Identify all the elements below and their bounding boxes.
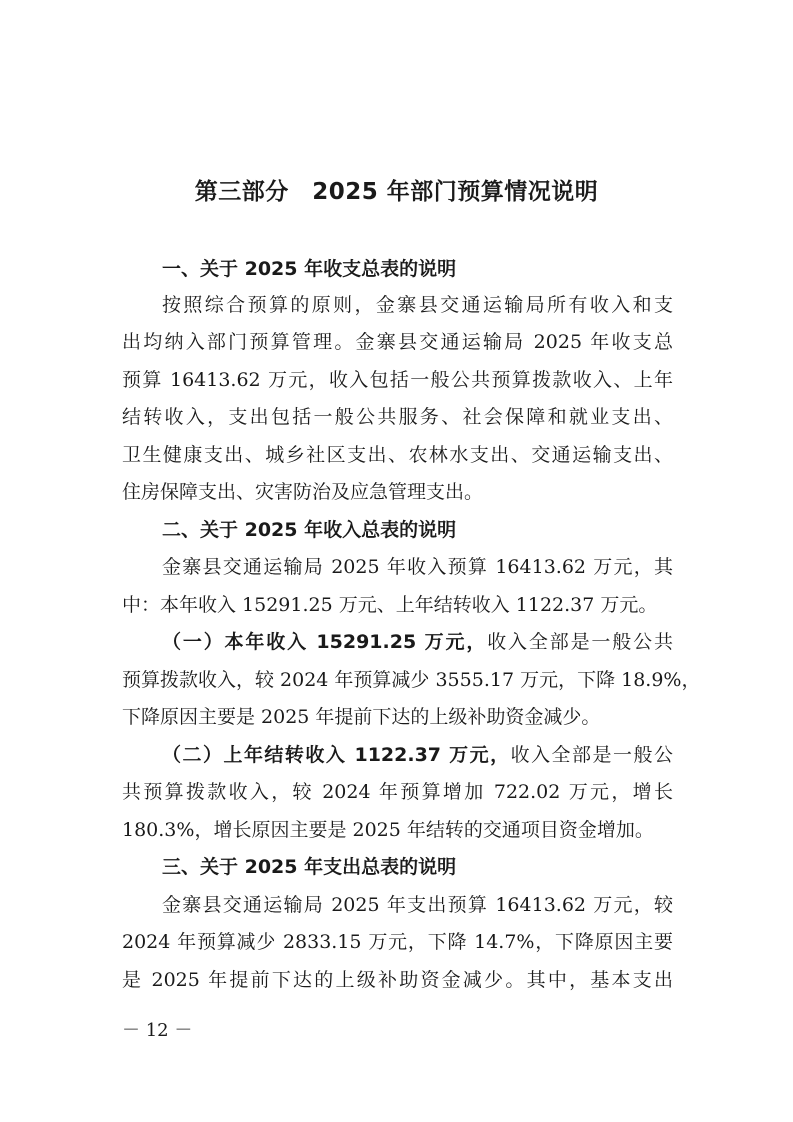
paragraph-line: 结转收入，支出包括一般公共服务、社会保障和就业支出、 <box>122 406 673 428</box>
item-first-line <box>162 623 673 661</box>
paragraph-line: 2024 年预算减少 2833.15 万元，下降 14.7%，下降原因主要 <box>122 931 673 953</box>
paragraph-line: 预算拨款收入，较 2024 年预算减少 3555.17 万元，下降 18.9%， <box>122 669 701 691</box>
paragraph-line: 预算 16413.62 万元，收入包括一般公共预算拨款收入、上年 <box>122 369 673 391</box>
paragraph-line: 按照综合预算的原则，金寨县交通运输局所有收入和支 <box>162 294 673 316</box>
page-title: 第三部分 2025 年部门预算情况说明 <box>194 179 599 205</box>
item-text: 收入全部是一般公共 <box>487 631 673 653</box>
paragraph-line: 金寨县交通运输局 2025 年收入预算 16413.62 万元，其 <box>162 556 673 578</box>
paragraph-line: 出均纳入部门预算管理。金寨县交通运输局 2025 年收支总 <box>122 331 673 353</box>
paragraph-line: 中：本年收入 15291.25 万元、上年结转收入 1122.37 万元。 <box>122 594 658 616</box>
item-lead: （二）上年结转收入 1122.37 万元， <box>162 744 511 766</box>
paragraph-line: 180.3%，增长原因主要是 2025 年结转的交通项目资金增加。 <box>122 819 654 841</box>
item-first-line <box>162 736 673 774</box>
section-heading: 一、关于 2025 年收支总表的说明 <box>162 258 457 280</box>
section-heading: 二、关于 2025 年收入总表的说明 <box>162 519 457 541</box>
paragraph-line: 是 2025 年提前下达的上级补助资金减少。其中，基本支出 <box>122 969 673 991</box>
section-heading: 三、关于 2025 年支出总表的说明 <box>162 856 457 878</box>
item-lead: （一）本年收入 15291.25 万元， <box>162 631 488 653</box>
paragraph-line: 卫生健康支出、城乡社区支出、农林水支出、交通运输支出、 <box>122 444 673 466</box>
page-number: － 12 － <box>122 1020 193 1041</box>
paragraph-line: 金寨县交通运输局 2025 年支出预算 16413.62 万元，较 <box>162 894 673 916</box>
paragraph-line: 住房保障支出、灾害防治及应急管理支出。 <box>122 481 484 503</box>
item-text: 收入全部是一般公 <box>510 744 673 766</box>
paragraph-line: 共预算拨款收入，较 2024 年预算增加 722.02 万元，增长 <box>122 781 673 803</box>
paragraph-line: 下降原因主要是 2025 年提前下达的上级补助资金减少。 <box>122 706 601 728</box>
